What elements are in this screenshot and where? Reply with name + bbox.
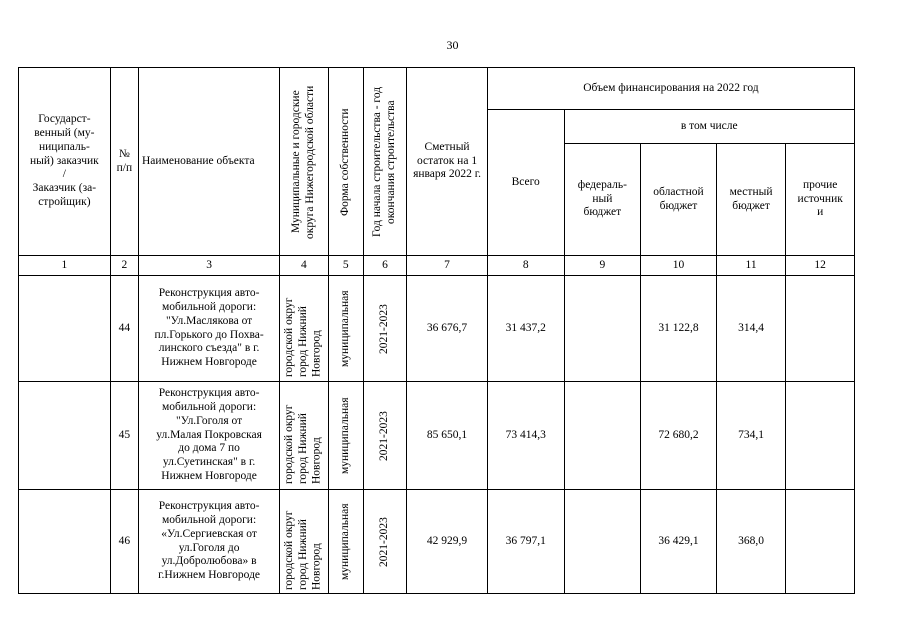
row-total: 73 414,3	[487, 382, 564, 490]
column-number: 2	[110, 256, 138, 276]
table-row	[19, 276, 855, 382]
row-object-name: Реконструкция авто- мобильной дороги: «Ул.Сергиевская от ул.Гоголя до ул.Добролюбова» в г.Нижнем Новгороде	[139, 490, 280, 594]
page-number: 30	[446, 38, 459, 52]
column-number: 4	[280, 256, 328, 276]
row-other	[786, 276, 855, 382]
header-federal: федераль- ный бюджет	[564, 144, 641, 256]
row-other	[786, 490, 855, 594]
header-other: прочие источник и	[786, 144, 855, 256]
header-regional: областной бюджет	[641, 144, 717, 256]
row-ownership: муниципальная	[328, 382, 363, 490]
column-number: 10	[641, 256, 717, 276]
header-total: Всего	[487, 110, 564, 256]
column-number: 11	[716, 256, 786, 276]
row-years: 2021-2023	[363, 490, 406, 594]
row-object-name: Реконструкция авто- мобильной дороги: "Ул.Гоголя от ул.Малая Покровская до дома 7 по ул.Суетинская" в г. Нижнем Новгороде	[139, 382, 280, 490]
row-years: 2021-2023	[363, 276, 406, 382]
table-row	[19, 382, 855, 490]
row-municipality: городской округ город Нижний Новгород	[280, 382, 328, 490]
row-object-name: Реконструкция авто- мобильной дороги: "Ул.Маслякова от пл.Горького до Похва- линского съезда" в г. Нижнем Новгороде	[139, 276, 280, 382]
row-num: 46	[110, 490, 138, 594]
header-ownership: Форма собственности	[328, 68, 363, 256]
column-number-row	[19, 256, 855, 276]
column-number: 1	[19, 256, 111, 276]
financing-table	[18, 67, 855, 594]
row-federal	[564, 276, 641, 382]
row-other	[786, 382, 855, 490]
row-ownership: муниципальная	[328, 276, 363, 382]
header-local: местный бюджет	[716, 144, 786, 256]
row-total: 36 797,1	[487, 490, 564, 594]
header-including: в том числе	[564, 110, 854, 144]
row-customer	[19, 382, 111, 490]
column-number: 5	[328, 256, 363, 276]
row-municipality: городской округ город Нижний Новгород	[280, 276, 328, 382]
header-estimate: Сметный остаток на 1 января 2022 г.	[407, 68, 488, 256]
row-customer	[19, 276, 111, 382]
row-estimate: 36 676,7	[407, 276, 488, 382]
row-num: 44	[110, 276, 138, 382]
row-local: 314,4	[716, 276, 786, 382]
row-federal	[564, 490, 641, 594]
column-number: 7	[407, 256, 488, 276]
row-estimate: 42 929,9	[407, 490, 488, 594]
row-local: 368,0	[716, 490, 786, 594]
header-object-name: Наименование объекта	[139, 68, 280, 256]
row-ownership: муниципальная	[328, 490, 363, 594]
row-total: 31 437,2	[487, 276, 564, 382]
header-municipality: Муниципальные и городские округа Нижегородской области	[280, 68, 328, 256]
row-regional: 36 429,1	[641, 490, 717, 594]
column-number: 3	[139, 256, 280, 276]
table-row	[19, 490, 855, 594]
column-number: 9	[564, 256, 641, 276]
column-number: 12	[786, 256, 855, 276]
row-num: 45	[110, 382, 138, 490]
row-regional: 31 122,8	[641, 276, 717, 382]
row-customer	[19, 490, 111, 594]
header-years: Год начала строительства - год окончания строительства	[363, 68, 406, 256]
header-num: № п/п	[110, 68, 138, 256]
column-number: 6	[363, 256, 406, 276]
column-number: 8	[487, 256, 564, 276]
header-customer: Государст- венный (му- ниципаль- ный) заказчик / Заказчик (за- стройщик)	[19, 68, 111, 256]
row-years: 2021-2023	[363, 382, 406, 490]
row-regional: 72 680,2	[641, 382, 717, 490]
row-local: 734,1	[716, 382, 786, 490]
header-funding: Объем финансирования на 2022 год	[487, 68, 854, 110]
row-federal	[564, 382, 641, 490]
row-municipality: городской округ город Нижний Новгород	[280, 490, 328, 594]
row-estimate: 85 650,1	[407, 382, 488, 490]
